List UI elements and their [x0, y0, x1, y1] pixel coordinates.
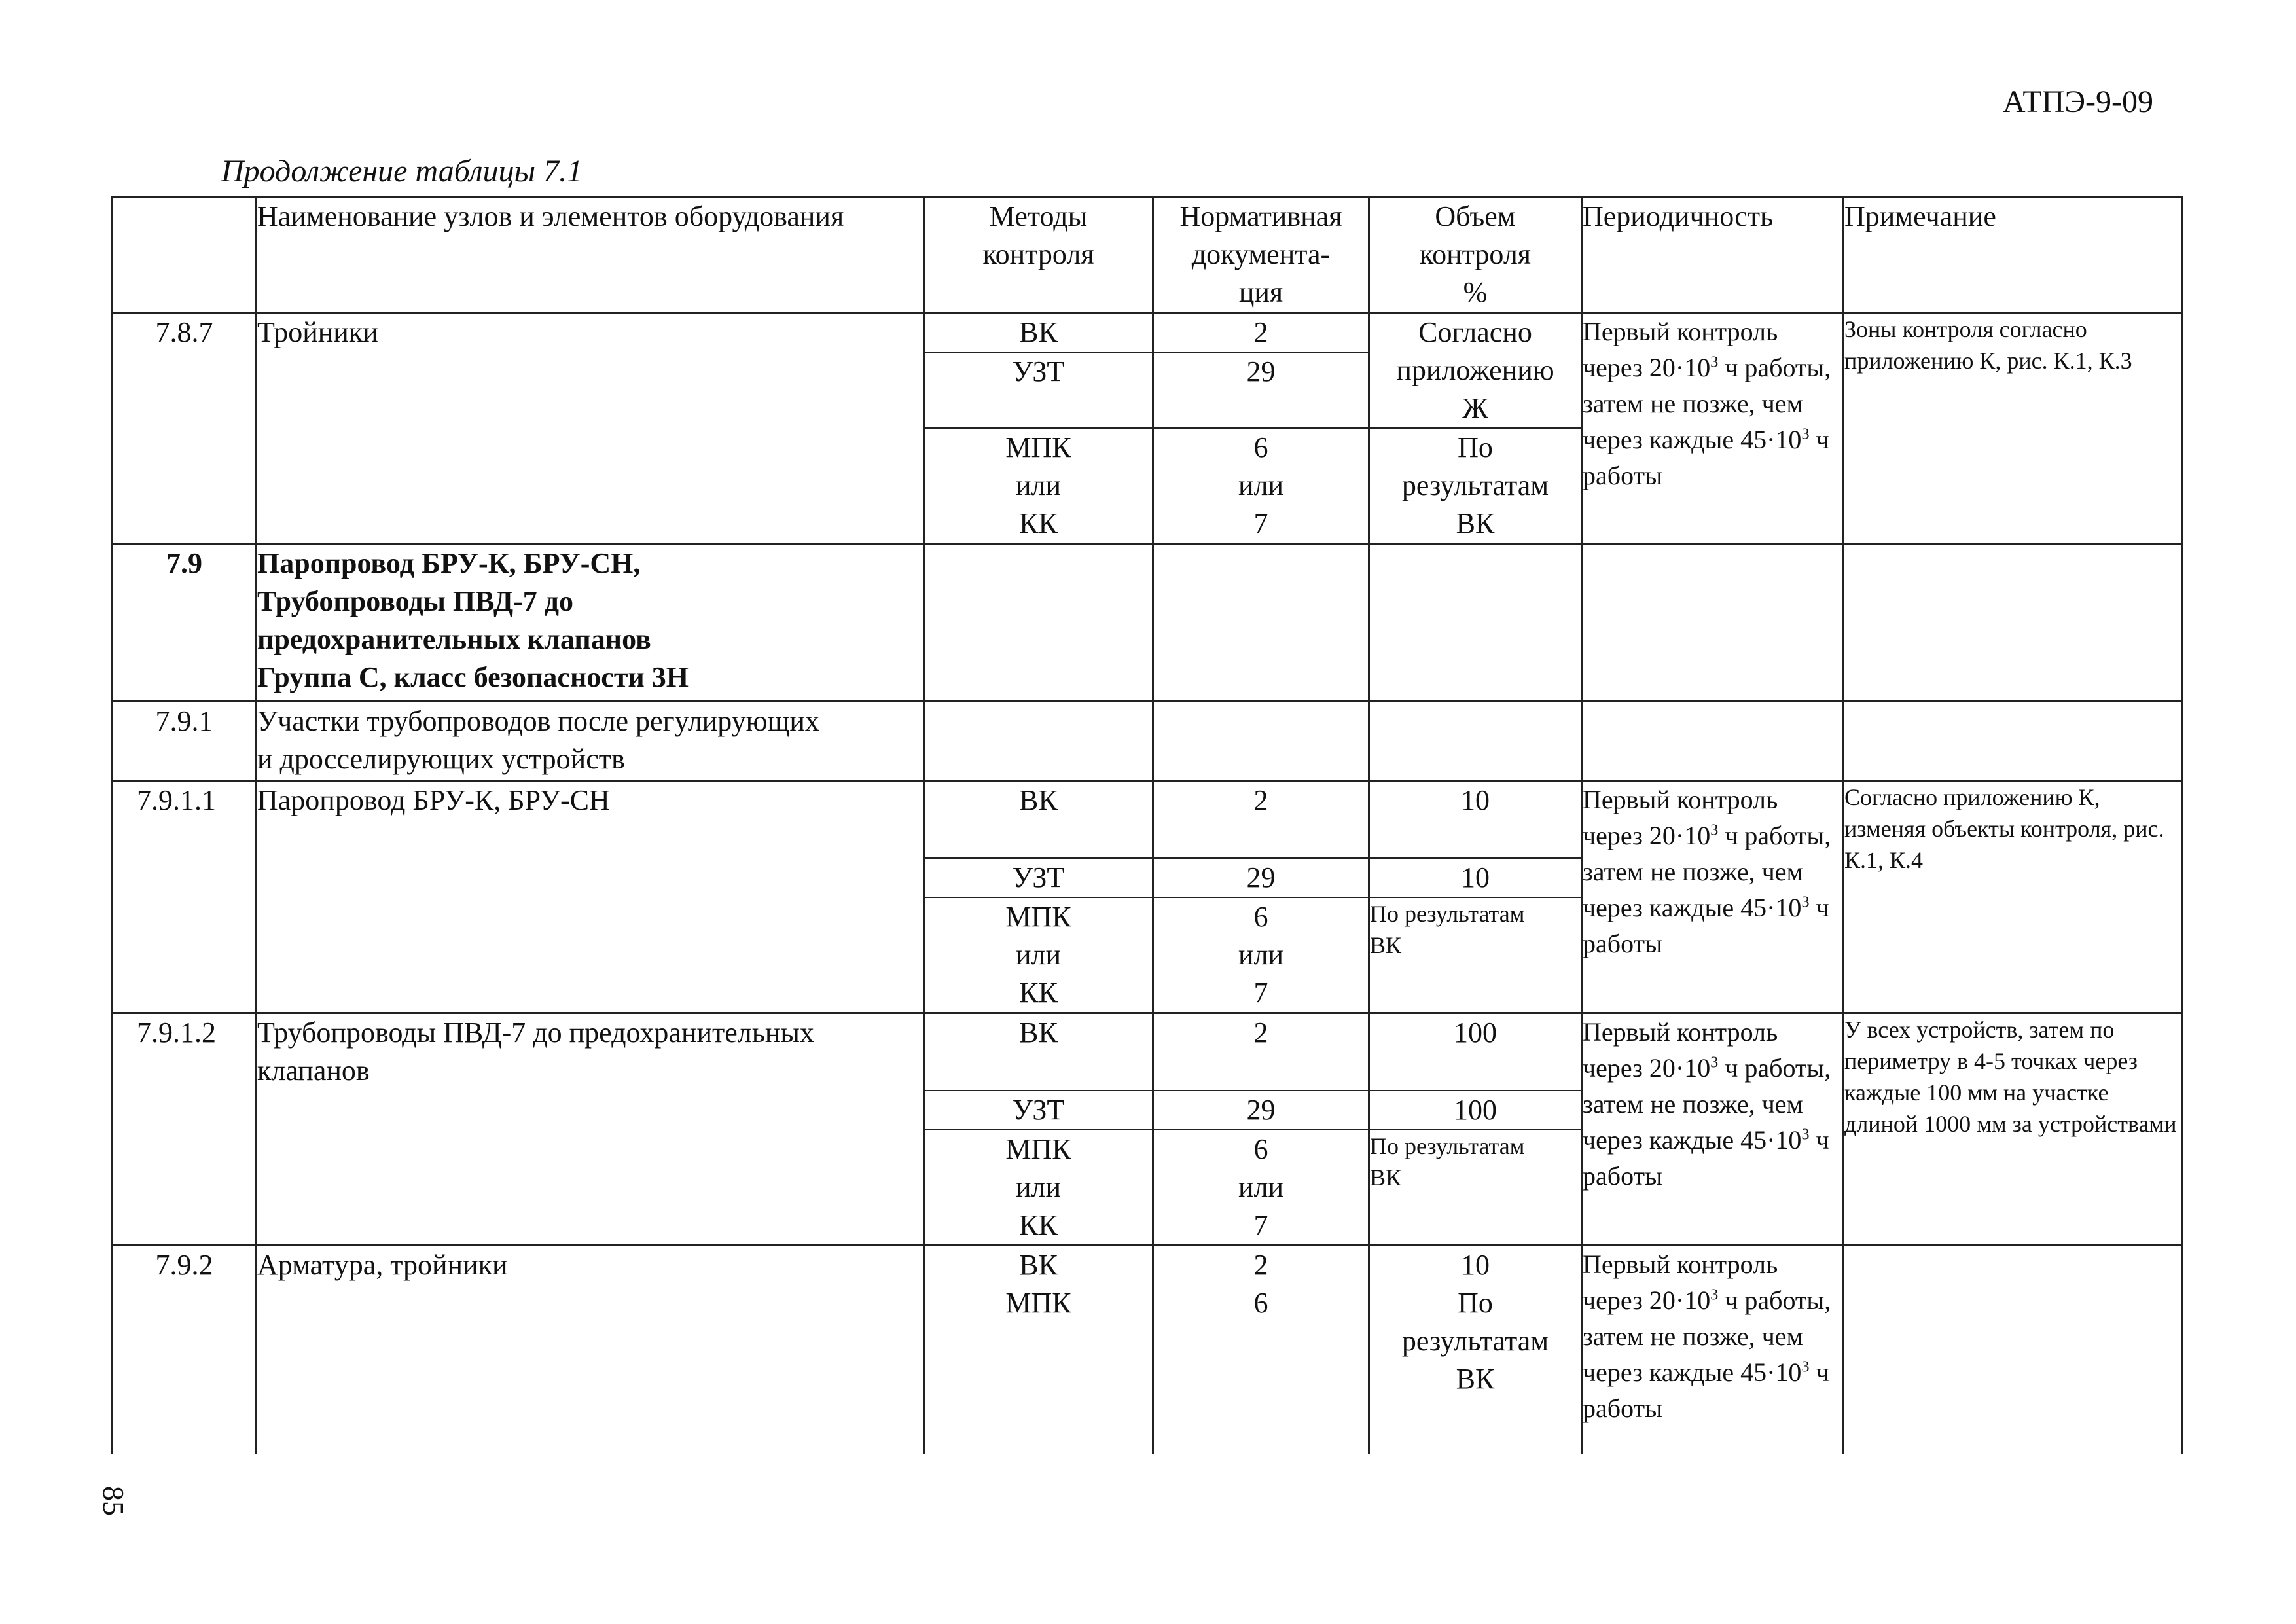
- period-cell: Первый контроль через $20\cdot 10^3$ ч работы, затем не позже, чем через каждые $45\cdot 10^3$ ч работы: [1582, 1013, 1844, 1246]
- row-name: Паропровод БРУ-К, БРУ-СН, Трубопроводы ПВД-7 до предохранительных клапанов Группа С, класс безопасности 3Н: [257, 544, 924, 702]
- method-cell: ВК: [924, 781, 1153, 859]
- volume-cell: По результатам ВК: [1369, 1130, 1582, 1246]
- row-name: Трубопроводы ПВД-7 до предохранительных клапанов: [257, 1013, 924, 1246]
- normative-cell: 29: [1153, 1091, 1369, 1130]
- normative-cell: 2: [1153, 1013, 1369, 1091]
- row-number: 7.9.1: [113, 702, 257, 781]
- control-table: [111, 196, 2183, 1454]
- volume-cell: 10: [1369, 1246, 1582, 1285]
- table-header-row: [113, 197, 2182, 313]
- row-name: Участки трубопроводов после регулирующих и дросселирующих устройств: [257, 702, 924, 781]
- note-cell: [1844, 1246, 2182, 1455]
- column-header-methods: Методы контроля: [924, 197, 1153, 313]
- normative-cell: 29: [1153, 352, 1369, 428]
- volume-cell: По результатам ВК: [1369, 897, 1582, 1013]
- method-cell: УЗТ: [924, 858, 1153, 897]
- normative-cell: 29: [1153, 858, 1369, 897]
- table-row: [113, 544, 2182, 702]
- row-number: 7.9.2: [113, 1246, 257, 1455]
- table-row: [113, 1246, 2182, 1285]
- table-caption: Продолжение таблицы 7.1: [221, 154, 583, 189]
- table-row: [113, 1013, 2182, 1091]
- normative-cell: 6 или 7: [1153, 1130, 1369, 1246]
- note-cell: У всех устройств, затем по периметру в 4-5 точках через каждые 100 мм на участке длиной 1000 мм за устройствами: [1844, 1013, 2182, 1246]
- normative-cell: 2: [1153, 781, 1369, 859]
- normative-cell: 6: [1153, 1284, 1369, 1454]
- method-cell: ВК: [924, 1013, 1153, 1091]
- normative-cell: 2: [1153, 313, 1369, 353]
- method-cell: ВК: [924, 1246, 1153, 1285]
- table-row: [113, 781, 2182, 859]
- volume-cell: По результатам ВК: [1369, 428, 1582, 544]
- document-code: АТПЭ-9-09: [2002, 84, 2153, 119]
- column-header-normative: Нормативная документа- ция: [1153, 197, 1369, 313]
- method-cell: ВК: [924, 313, 1153, 353]
- row-number: 7.9.1.1: [113, 781, 257, 1013]
- volume-cell: 10: [1369, 781, 1582, 859]
- method-cell: УЗТ: [924, 1091, 1153, 1130]
- period-cell: Первый контроль через $20\cdot 10^3$ ч работы, затем не позже, чем через каждые $45\cdot 10^3$ ч работы: [1582, 781, 1844, 1013]
- column-header-name: Наименование узлов и элементов оборудования: [257, 197, 924, 313]
- normative-cell: 6 или 7: [1153, 897, 1369, 1013]
- method-cell: МПК или КК: [924, 1130, 1153, 1246]
- period-cell: Первый контроль через $20\cdot 10^3$ ч работы, затем не позже, чем через каждые $45\cdot 10^3$ ч работы: [1582, 1246, 1844, 1455]
- normative-cell: 2: [1153, 1246, 1369, 1285]
- row-name: Паропровод БРУ-К, БРУ-СН: [257, 781, 924, 1013]
- method-cell: МПК: [924, 1284, 1153, 1454]
- page-number: 85: [97, 1486, 130, 1516]
- method-cell: МПК или КК: [924, 897, 1153, 1013]
- table-row: [113, 313, 2182, 353]
- table-row: [113, 702, 2182, 781]
- normative-cell: 6 или 7: [1153, 428, 1369, 544]
- volume-cell: Согласно приложению Ж: [1369, 313, 1582, 429]
- row-number: 7.9: [113, 544, 257, 702]
- note-cell: Согласно приложению К, изменяя объекты контроля, рис. К.1, К.4: [1844, 781, 2182, 1013]
- column-header-volume: Объем контроля %: [1369, 197, 1582, 313]
- method-cell: МПК или КК: [924, 428, 1153, 544]
- row-name: Тройники: [257, 313, 924, 544]
- column-header-period: Периодичность: [1582, 197, 1844, 313]
- row-number: 7.9.1.2: [113, 1013, 257, 1246]
- column-header-note: Примечание: [1844, 197, 2182, 313]
- note-cell: Зоны контроля согласно приложению К, рис. К.1, К.3: [1844, 313, 2182, 544]
- period-cell: Первый контроль через $20\cdot 10^3$ ч работы, затем не позже, чем через каждые $45\cdot 10^3$ ч работы: [1582, 313, 1844, 544]
- volume-cell: По результатам ВК: [1369, 1284, 1582, 1454]
- volume-cell: 100: [1369, 1091, 1582, 1130]
- row-number: 7.8.7: [113, 313, 257, 544]
- volume-cell: 10: [1369, 858, 1582, 897]
- row-name: Арматура, тройники: [257, 1246, 924, 1455]
- method-cell: УЗТ: [924, 352, 1153, 428]
- volume-cell: 100: [1369, 1013, 1582, 1091]
